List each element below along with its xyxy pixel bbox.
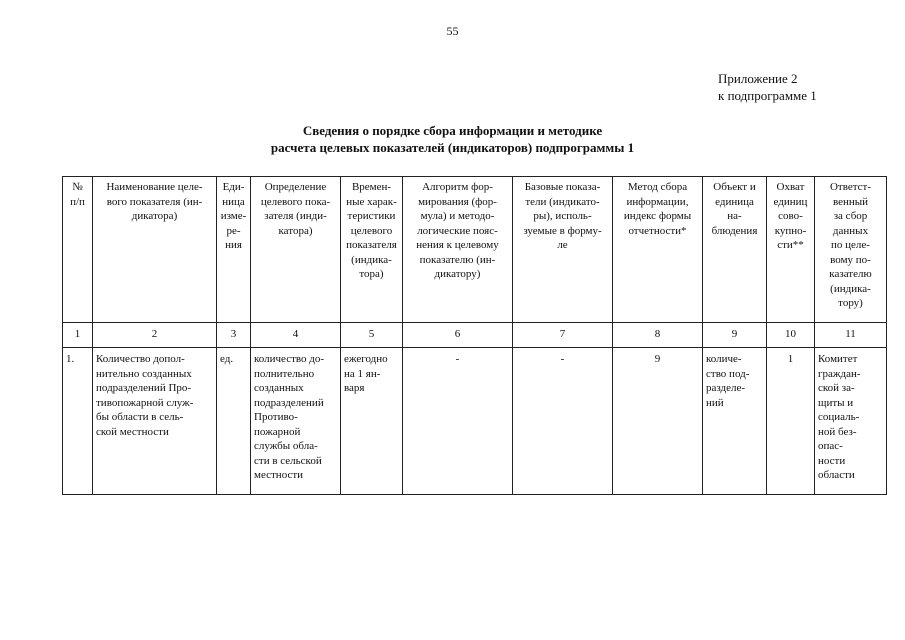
column-number: 2 — [93, 323, 217, 348]
cell-text-line: п/п — [70, 195, 85, 208]
cell-text-line: на- — [727, 210, 742, 222]
cell-text-line: мула) и методо- — [420, 210, 495, 222]
cell-text-line: граждан- — [818, 367, 861, 380]
cell-text-line: сти в сельской — [254, 454, 322, 467]
cell-text-line: полнительно — [254, 367, 315, 380]
responsible-cell — [815, 348, 887, 495]
cell-text-line: Охват — [776, 181, 805, 193]
column-number: 1 — [63, 323, 93, 348]
cell-text-line: ежегодно — [344, 353, 388, 365]
time-characteristics-cell — [341, 348, 403, 495]
document-title-line: расчета целевых показателей (индикаторов) подпрограммы 1 — [270, 140, 635, 155]
column-number: 10 — [767, 323, 815, 348]
cell-text-line: ед. — [220, 353, 234, 365]
collection-method-cell — [613, 348, 703, 495]
column-number: 8 — [613, 323, 703, 348]
cell-text-line: нительно созданных — [96, 367, 192, 380]
header-cell — [217, 177, 251, 323]
cell-text-line: подразделений Про- — [96, 382, 192, 394]
page-number: 55 — [446, 24, 459, 38]
cell-text-line: подразделений — [254, 396, 324, 409]
header-cell — [513, 177, 613, 323]
cell-text-line: № — [72, 181, 83, 193]
appendix-line: Приложение 2 — [718, 71, 798, 86]
header-cell — [93, 177, 217, 323]
observation-object-cell — [703, 348, 767, 495]
cell-text-line: Наименование целе- — [106, 181, 203, 193]
cell-text-line: щиты и — [818, 396, 854, 409]
cell-text-line: (индика- — [830, 282, 871, 295]
column-number: 7 — [513, 323, 613, 348]
cell-text-line: целевого пока- — [260, 195, 331, 208]
cell-text-line: 1 — [787, 353, 794, 365]
cell-text-line: 1. — [66, 353, 75, 365]
table-header-row — [63, 177, 887, 323]
cell-text-line: сти** — [777, 239, 804, 251]
cell-text-line: казателю — [829, 268, 872, 280]
cell-text-line: пожарной — [254, 425, 301, 438]
column-number: 11 — [815, 323, 887, 348]
cell-text-line: за сбор — [833, 210, 868, 222]
table-row — [63, 348, 887, 495]
header-cell — [613, 177, 703, 323]
cell-text-line: целевого — [350, 224, 393, 237]
appendix-label — [718, 70, 817, 104]
cell-text-line: варя — [344, 382, 365, 394]
cell-text-line: ство под- — [706, 367, 750, 380]
cell-text-line: тивопожарной служ- — [96, 396, 194, 409]
cell-text-line: Комитет — [818, 353, 858, 365]
column-number: 9 — [703, 323, 767, 348]
cell-text-line: логические пояс- — [417, 224, 498, 237]
cell-text-line: Времен- — [351, 181, 392, 193]
cell-text-line: зуемые в форму- — [523, 224, 602, 237]
cell-text-line: тели (индикато- — [525, 195, 600, 208]
cell-text-line: вому по- — [830, 253, 871, 266]
algorithm-cell — [403, 348, 513, 495]
header-cell — [341, 177, 403, 323]
cell-text-line: местности — [254, 469, 304, 481]
document-title — [0, 122, 905, 156]
indicator-name-cell — [93, 348, 217, 495]
cell-text-line: сово- — [778, 210, 803, 222]
cell-text-line: ле — [557, 239, 568, 251]
cell-text-line: по целе- — [831, 239, 870, 251]
cell-text-line: показателя — [346, 239, 397, 251]
cell-text-line: ница — [222, 195, 245, 208]
cell-text-line: ре- — [226, 224, 241, 237]
unit-cell — [217, 348, 251, 495]
row-number-cell — [63, 348, 93, 495]
cell-text-line: информации, — [626, 195, 689, 208]
cell-text-line: - — [560, 353, 565, 365]
header-cell — [815, 177, 887, 323]
cell-text-line: опас- — [818, 440, 843, 452]
cell-text-line: индекс формы — [623, 210, 692, 222]
column-number: 4 — [251, 323, 341, 348]
cell-text-line: Метод сбора — [627, 181, 688, 193]
definition-cell — [251, 348, 341, 495]
cell-text-line: единиц — [773, 195, 808, 208]
cell-text-line: разделе- — [706, 382, 746, 394]
cell-text-line: ности — [818, 454, 846, 467]
cell-text-line: зателя (инди- — [264, 210, 327, 222]
cell-text-line: Еди- — [222, 181, 245, 193]
cell-text-line: купно- — [774, 224, 807, 237]
cell-text-line: мирования (фор- — [418, 195, 497, 208]
cell-text-line: отчетности* — [628, 224, 687, 237]
base-indicators-cell — [513, 348, 613, 495]
cell-text-line: ные харак- — [346, 195, 397, 208]
cell-text-line: количе- — [706, 353, 742, 365]
cell-text-line: изме- — [220, 210, 247, 222]
cell-text-line: дикатору) — [434, 268, 481, 280]
column-number-row — [63, 323, 887, 348]
cell-text-line: вого показателя (ин- — [106, 195, 203, 208]
column-number: 6 — [403, 323, 513, 348]
cell-text-line: теристики — [347, 210, 396, 222]
header-cell — [767, 177, 815, 323]
header-cell — [403, 177, 513, 323]
cell-text-line: единица — [715, 195, 754, 208]
header-cell — [251, 177, 341, 323]
cell-text-line: Количество допол- — [96, 353, 185, 365]
cell-text-line: ния — [225, 239, 242, 251]
cell-text-line: блюдения — [711, 224, 758, 237]
appendix-line: к подпрограмме 1 — [718, 88, 817, 103]
cell-text-line: 9 — [654, 353, 661, 365]
cell-text-line: социаль- — [818, 411, 860, 423]
cell-text-line: нения к целевому — [416, 239, 499, 251]
cell-text-line: Определение — [264, 181, 327, 193]
cell-text-line: катора) — [278, 224, 313, 237]
cell-text-line: Базовые показа- — [524, 181, 601, 193]
cell-text-line: Объект и — [713, 181, 756, 193]
cell-text-line: области — [818, 469, 855, 481]
cell-text-line: Противо- — [254, 411, 298, 423]
cell-text-line: ской местности — [96, 425, 169, 438]
indicators-table — [62, 176, 887, 495]
coverage-cell — [767, 348, 815, 495]
cell-text-line: - — [455, 353, 460, 365]
header-cell — [63, 177, 93, 323]
document-title-line: Сведения о порядке сбора информации и методике — [302, 123, 603, 138]
cell-text-line: количество до- — [254, 353, 325, 365]
cell-text-line: венный — [832, 195, 869, 208]
cell-text-line: показателю (ин- — [419, 253, 496, 266]
cell-text-line: (индика- — [351, 253, 392, 266]
cell-text-line: тора) — [359, 268, 384, 280]
cell-text-line: Ответст- — [829, 181, 872, 193]
cell-text-line: ской за- — [818, 382, 855, 394]
cell-text-line: ры), исполь- — [533, 210, 592, 222]
cell-text-line: ний — [706, 396, 724, 409]
cell-text-line: Алгоритм фор- — [422, 181, 493, 193]
cell-text-line: дикатора) — [131, 210, 178, 222]
header-cell — [703, 177, 767, 323]
column-number: 3 — [217, 323, 251, 348]
cell-text-line: данных — [832, 224, 869, 237]
cell-text-line: службы обла- — [254, 440, 318, 452]
cell-text-line: созданных — [254, 382, 304, 394]
cell-text-line: бы области в сель- — [96, 411, 184, 423]
column-number: 5 — [341, 323, 403, 348]
cell-text-line: ной без- — [818, 425, 857, 438]
cell-text-line: тору) — [838, 297, 863, 309]
cell-text-line: на 1 ян- — [344, 367, 381, 380]
